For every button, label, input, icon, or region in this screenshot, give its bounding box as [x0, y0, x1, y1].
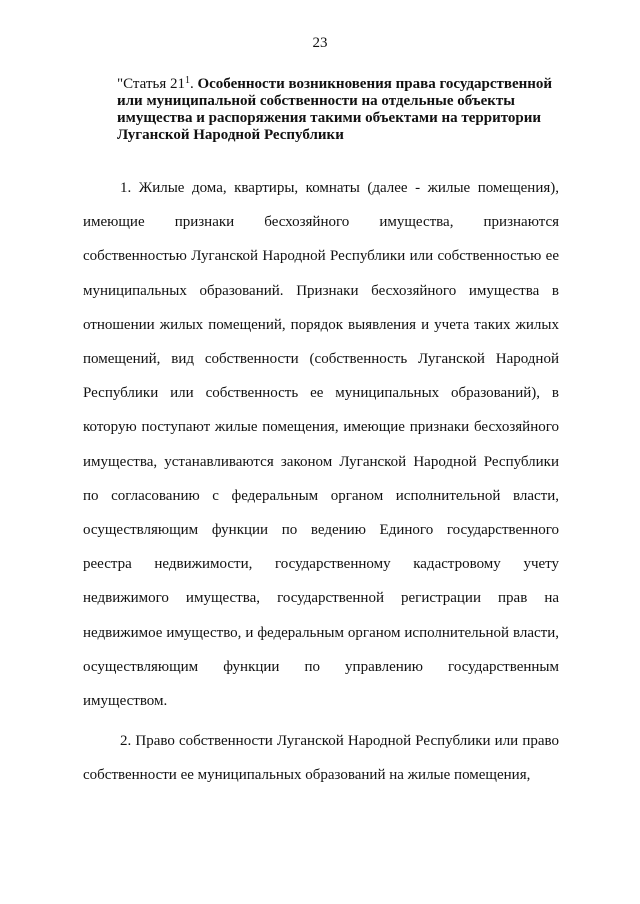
article-title: Особенности возникновения права государственной или муниципальной собственности на отдельные объекты имущества и распоряжения такими объектами на территории Луганской Народной Республики — [117, 76, 553, 143]
article-label — [117, 76, 197, 92]
article-label-suffix: . — [189, 76, 198, 92]
page-number: 23 — [312, 35, 328, 51]
article-header — [117, 76, 559, 144]
article-number: "Статья 21 — [117, 76, 185, 92]
article-superscript: 1 — [184, 75, 190, 86]
paragraph-2: 2. Право собственности Луганской Народной Республики или право собственности ее муниципальных образований на жилые помещения, — [83, 733, 559, 784]
article-body-part-1 — [83, 171, 559, 718]
article-body-part-2 — [83, 724, 559, 792]
paragraph-1: 1. Жилые дома, квартиры, комнаты (далее - жилые помещения), имеющие признаки бесхозяйного имущества, признаются собственностью Луганской Народной Республики или собственностью ее муниципальных образований. Признаки бесхозяйного имущества в отношении жилых помещений, порядок выявления и учета таких жилых помещений, вид собственности (собственность Луганской Народной Республики или собственность ее муниципальных образований), в которую поступают жилые помещения, имеющие признаки бесхозяйного имущества, устанавливаются законом Луганской Народной Республики по согласованию с федеральным органом исполнительной власти, осуществляющим функции по ведению Единого государственного реестра недвижимости, государственному кадастровому учету недвижимого имущества, государственной регистрации прав на недвижимое имущество, и федеральным органом исполнительной власти, осуществляющим функции по управлению государственным имуществом. — [83, 180, 559, 710]
